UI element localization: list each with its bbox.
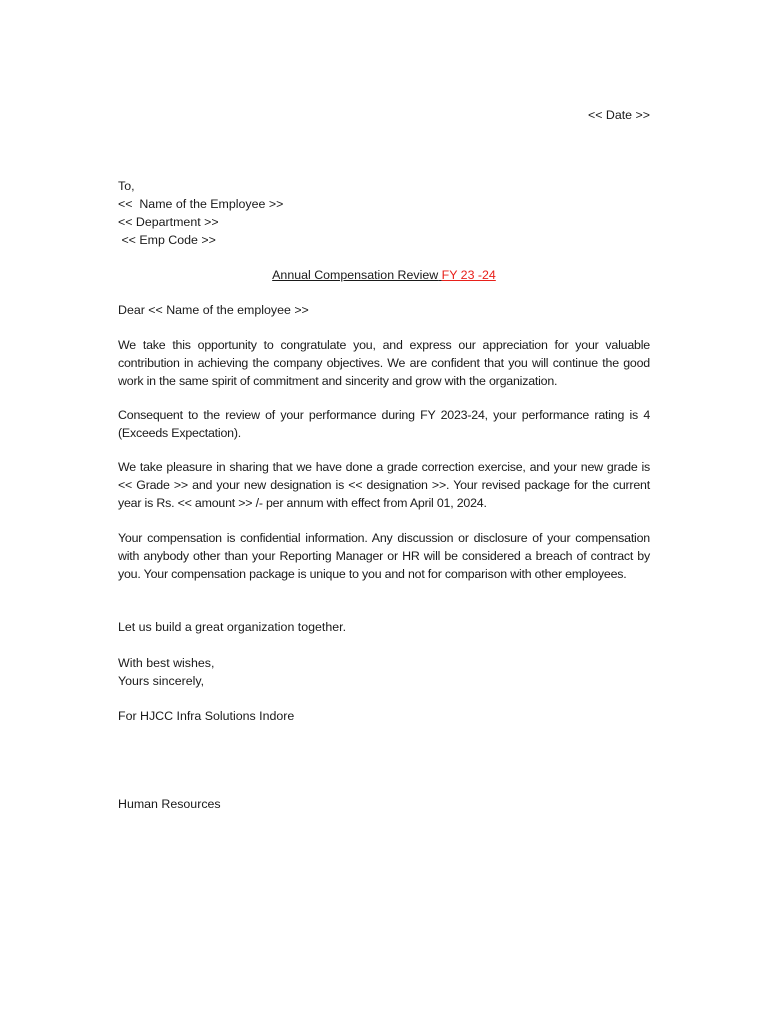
closing-sincerely: Yours sincerely, (118, 674, 205, 688)
performance-fy: FY 2023-24, (420, 408, 488, 422)
grade-text: We take pleasure in sharing that we have done a grade correction exercise, and your new grade is (118, 460, 650, 474)
subject-fy: FY 23 -24 (441, 268, 496, 282)
department: << Department >> (118, 215, 219, 229)
new-grade: << Grade >> (118, 478, 188, 492)
letter-date: << Date >> (587, 108, 650, 122)
for-prefix: For (118, 709, 141, 723)
company-line (118, 707, 650, 725)
emp-code: << Emp Code >> (118, 233, 216, 247)
performance-rating: 4 (Exceeds Expectation) (118, 408, 651, 440)
performance-text: Consequent to the review of your performance during (118, 408, 421, 422)
to-line: To, (118, 179, 135, 193)
employee-name: << Name of the Employee >> (118, 197, 284, 211)
effective-text: per annum with effect from (262, 496, 410, 510)
salutation: Dear << Name of the employee >> (118, 303, 309, 317)
performance-end: . (237, 426, 242, 440)
new-designation: << designation >> (348, 478, 446, 492)
paragraph-confidentiality: Your compensation is confidential information. Any discussion or disclosure of your compensation with anybody other than your Reporting Manager or HR will be considered a breach of contract by you. Your compensation package is unique to you and not for comparison with other employees. (118, 531, 650, 581)
closing-wishes: With best wishes, (118, 656, 215, 670)
subject-title: Annual Compensation Review (272, 268, 439, 282)
paragraph-appreciation: We take this opportunity to congratulate you, and express our appreciation for your valuable contribution in achieving the company objectives. We are confident that you will continue the good work in the same spirit of commitment and sincerity and grow with the organization. (118, 338, 650, 388)
signatory: Human Resources (118, 797, 221, 811)
performance-text-2: your performance rating is (487, 408, 644, 422)
company-name: HJCC Infra Solutions Indore (140, 709, 295, 723)
paragraph-grade-package (118, 458, 650, 512)
subject-line (0, 266, 768, 284)
package-amount: Rs. << amount >> /- (156, 496, 263, 510)
designation-text: and your new designation is (187, 478, 349, 492)
effective-date: April 01, 2024. (409, 496, 487, 510)
paragraph-performance (118, 406, 650, 442)
paragraph-closing: Let us build a great organization together. (118, 620, 347, 634)
package-text: . Your revised package for the current year is (118, 478, 650, 510)
